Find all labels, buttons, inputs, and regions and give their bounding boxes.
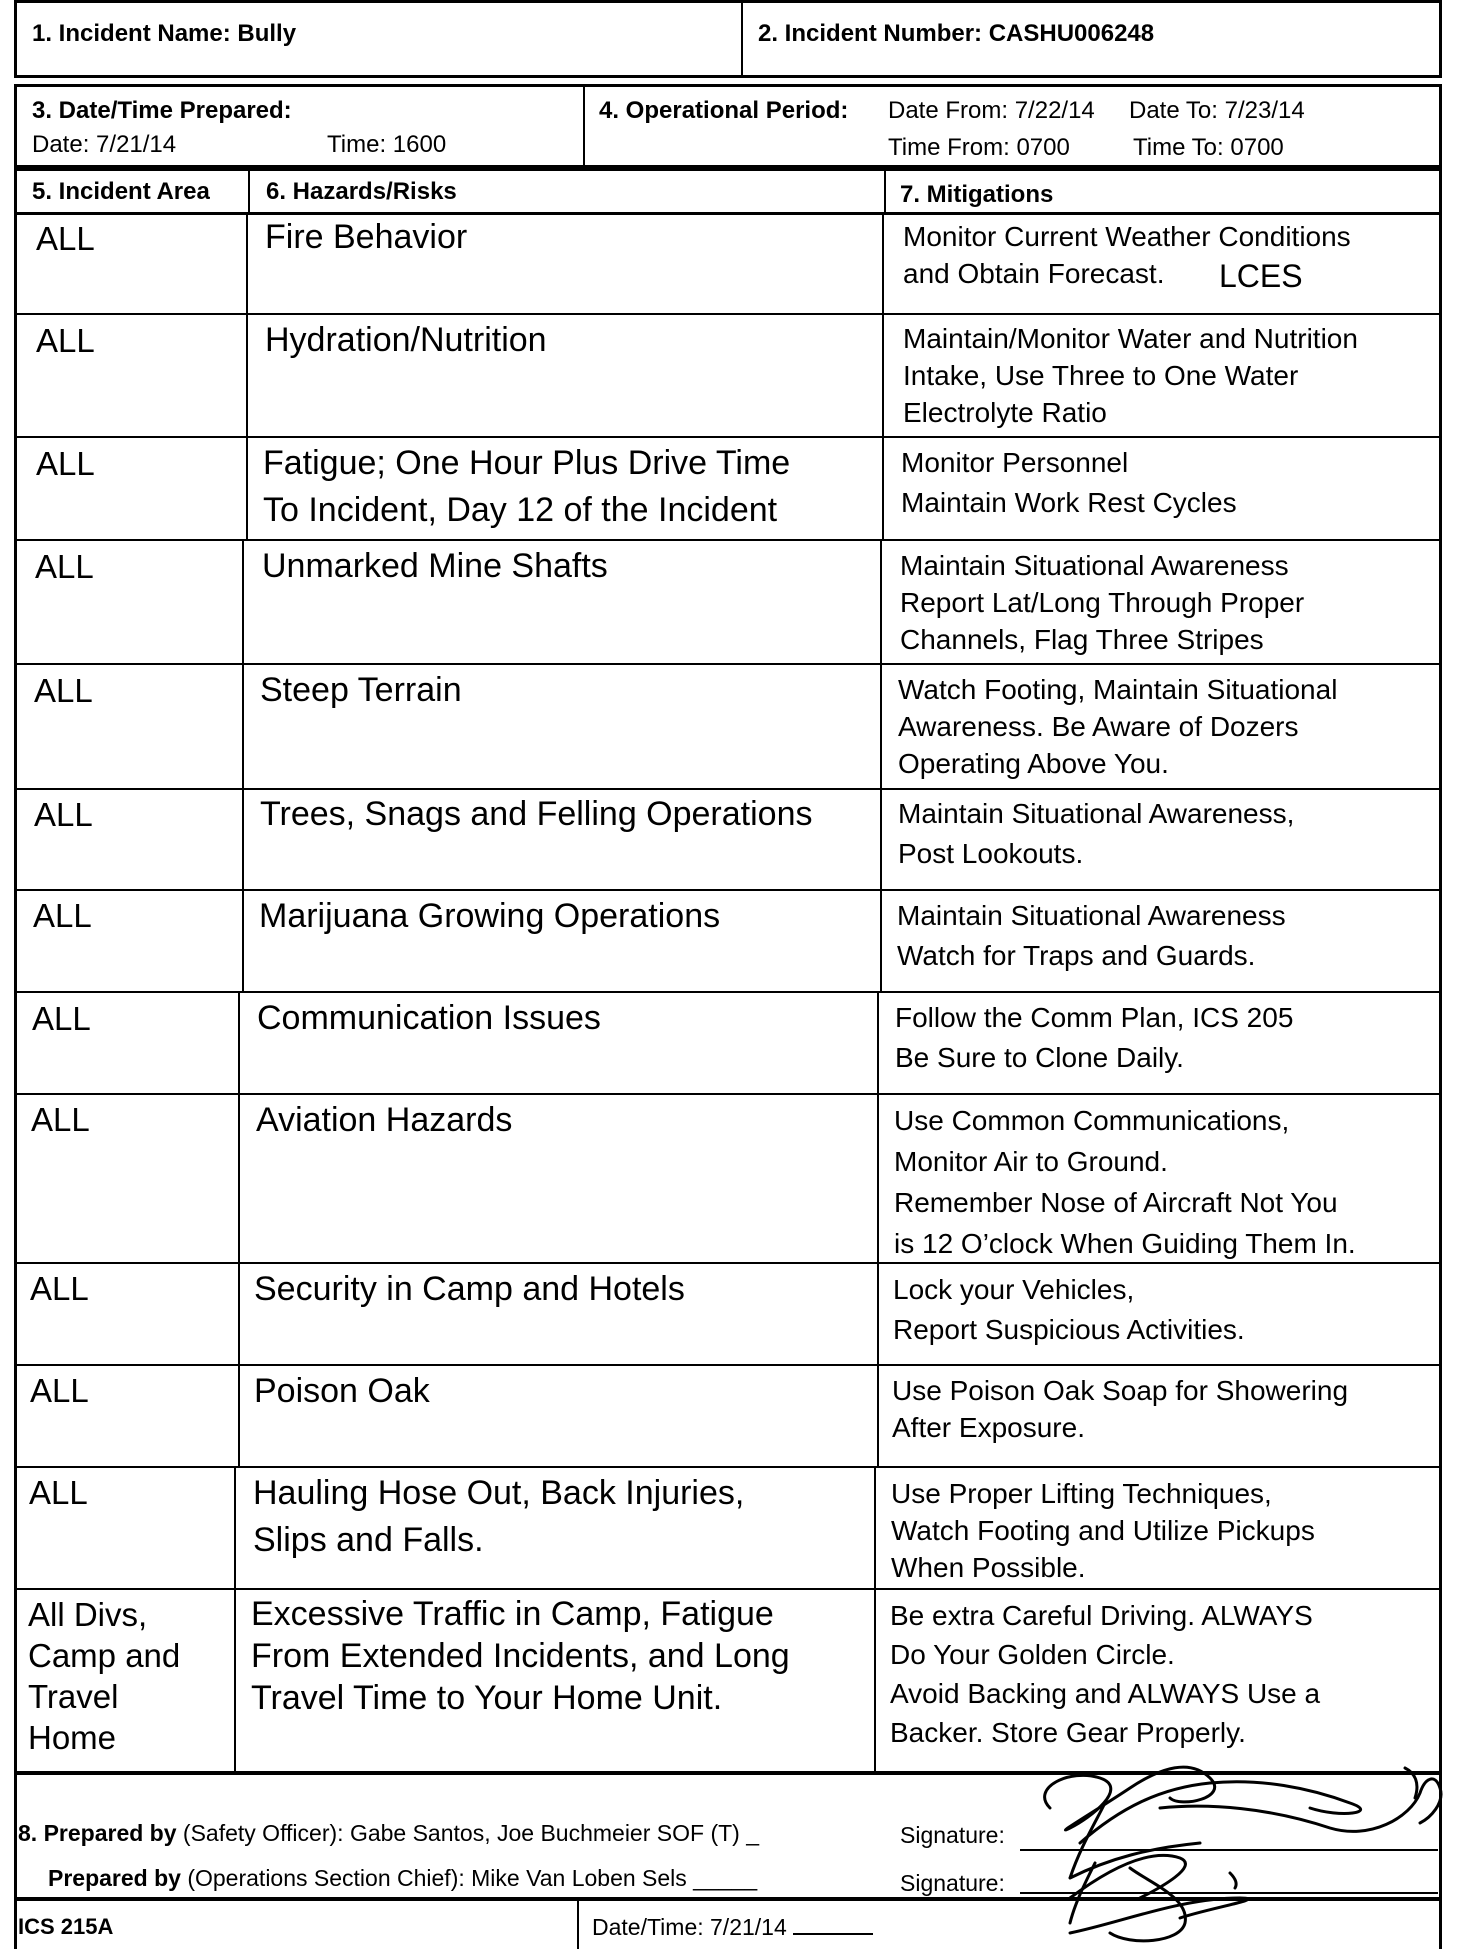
header-row-2-divider xyxy=(583,84,585,168)
row-rule xyxy=(14,1466,1442,1468)
mitigation-text: Monitor Current Weather Conditions and Obtain Forecast. xyxy=(903,221,1351,289)
time-label: Time: xyxy=(327,131,387,158)
row-hazard: Marijuana Growing Operations xyxy=(259,897,721,935)
row-area: ALL xyxy=(34,796,93,833)
row-hazard: Hydration/Nutrition xyxy=(265,321,547,359)
incident-number-value: CASHU006248 xyxy=(988,20,1155,47)
row-area: ALL xyxy=(35,548,94,585)
row-hazard: Trees, Snags and Felling Operations xyxy=(260,795,813,833)
row-mitigation: Use Proper Lifting Techniques, Watch Footing and Utilize Pickups When Possible. xyxy=(891,1478,1315,1583)
row-mitigation: Maintain Situational Awareness Watch for Traps and Guards. xyxy=(897,900,1286,971)
row-rule xyxy=(14,313,1442,315)
row-rule xyxy=(14,889,1442,891)
safety-officer-line xyxy=(18,1820,759,1847)
signature-stroke xyxy=(1230,1873,1236,1888)
date-time-prepared-label: 3. Date/Time Prepared: xyxy=(32,97,292,124)
row-rule xyxy=(14,1364,1442,1366)
row-rule xyxy=(14,539,1442,541)
time-from-label: Time From: xyxy=(888,134,1010,161)
col-divider-2 xyxy=(874,1466,876,1774)
row-hazard: Fire Behavior xyxy=(265,218,468,256)
row-mitigation: Use Poison Oak Soap for Showering After Exposure. xyxy=(892,1375,1349,1443)
row-mitigation: Maintain/Monitor Water and Nutrition Intake, Use Three to One Water Electrolyte Ratio xyxy=(903,323,1358,428)
row-rule xyxy=(14,1588,1442,1590)
time-value: 1600 xyxy=(392,131,447,158)
time-to-field xyxy=(1133,134,1284,162)
time-to-label: Time To: xyxy=(1133,134,1224,161)
safety-officer-role: (Safety Officer): xyxy=(182,1820,344,1846)
date-value: 7/21/14 xyxy=(96,131,177,158)
ics-215a-form xyxy=(14,0,1442,1949)
column-header-area: 5. Incident Area xyxy=(32,178,210,205)
lces-note: LCES xyxy=(1219,258,1303,294)
row-hazard: Excessive Traffic in Camp, Fatigue From Extended Incidents, and Long Travel Time to Your Home Unit. xyxy=(251,1595,790,1717)
row-mitigation: Watch Footing, Maintain Situational Awareness. Be Aware of Dozers Operating Above You. xyxy=(898,674,1338,779)
col-divider-2 xyxy=(882,213,884,539)
row-area: ALL xyxy=(31,1101,90,1138)
signature-stroke xyxy=(1070,1898,1248,1933)
ops-chief-name: Mike Van Loben Sels _____ xyxy=(471,1865,758,1891)
prepared-by-label: 8. Prepared by xyxy=(18,1820,177,1846)
row-hazard: Fatigue; One Hour Plus Drive Time To Incident, Day 12 of the Incident xyxy=(263,444,791,529)
incident-name-field xyxy=(32,20,296,48)
operational-period-label: 4. Operational Period: xyxy=(599,97,849,124)
incident-number-field xyxy=(758,20,1154,48)
col-divider-1 xyxy=(234,1466,236,1774)
form-id: ICS 215A xyxy=(18,1914,114,1939)
row-hazard: Communication Issues xyxy=(257,999,601,1037)
date-from-field xyxy=(888,97,1095,125)
date-to-label: Date To: xyxy=(1129,97,1218,124)
row-rule xyxy=(14,788,1442,790)
row-hazard: Poison Oak xyxy=(254,1372,430,1410)
row-rule xyxy=(14,991,1442,993)
col-divider-header-1 xyxy=(248,168,250,214)
row-area: All Divs, Camp and Travel Home xyxy=(28,1596,181,1756)
datetime-value: 7/21/14 xyxy=(710,1914,787,1940)
row-area: ALL xyxy=(36,322,95,359)
signature-stroke xyxy=(1160,1779,1441,1831)
signature-label-2: Signature: xyxy=(900,1870,1005,1896)
date-to-field xyxy=(1129,97,1305,125)
handwritten-signatures xyxy=(1010,1748,1450,1948)
row-hazard: Security in Camp and Hotels xyxy=(254,1270,685,1308)
signature-label-1: Signature: xyxy=(900,1822,1005,1848)
column-header-hazards: 6. Hazards/Risks xyxy=(266,178,457,205)
signature-stroke xyxy=(1080,1782,1361,1843)
time-prepared xyxy=(327,131,446,159)
ops-chief-line xyxy=(48,1865,757,1892)
row-mitigation xyxy=(903,218,1351,292)
row-mitigation: Maintain Situational Awareness, Post Lookouts. xyxy=(898,798,1295,869)
column-header-mitigations: 7. Mitigations xyxy=(900,181,1054,208)
col-divider-header-2 xyxy=(884,168,886,214)
signature-stroke xyxy=(1045,1767,1215,1830)
header-rule xyxy=(14,212,1442,215)
col-divider-1 xyxy=(246,213,248,539)
safety-officer-names: Gabe Santos, Joe Buchmeier SOF (T) _ xyxy=(349,1820,759,1846)
col-divider-1 xyxy=(242,539,244,991)
signature-stroke xyxy=(1405,1768,1417,1798)
incident-number-label: 2. Incident Number: xyxy=(758,20,983,47)
time-from-value: 0700 xyxy=(1016,134,1070,161)
row-mitigation: Use Common Communications, Monitor Air to Ground. Remember Nose of Aircraft Not You is 12 O’clock When Guiding Them In. xyxy=(894,1105,1356,1259)
date-from-label: Date From: xyxy=(888,97,1009,124)
row-hazard: Hauling Hose Out, Back Injuries, Slips and Falls. xyxy=(253,1474,745,1559)
row-hazard: Unmarked Mine Shafts xyxy=(262,547,608,585)
datetime-underline xyxy=(793,1933,873,1935)
row-mitigation: Be extra Careful Driving. ALWAYS Do Your Golden Circle. Avoid Backing and ALWAYS Use a Backer. Store Gear Properly. xyxy=(890,1600,1321,1748)
row-mitigation: Follow the Comm Plan, ICS 205 Be Sure to Clone Daily. xyxy=(895,1002,1294,1073)
incident-name-value: Bully xyxy=(237,20,297,47)
col-divider-2 xyxy=(877,991,879,1466)
date-label: Date: xyxy=(32,131,90,158)
row-area: ALL xyxy=(34,672,93,709)
time-from-field xyxy=(888,134,1070,162)
form-id-divider xyxy=(577,1898,579,1949)
ops-chief-role: (Operations Section Chief): xyxy=(187,1865,465,1891)
row-area: ALL xyxy=(29,1474,88,1511)
col-divider-2 xyxy=(880,539,882,991)
datetime-field xyxy=(592,1914,873,1941)
row-mitigation: Monitor Personnel Maintain Work Rest Cycles xyxy=(901,447,1237,518)
row-rule xyxy=(14,1093,1442,1095)
row-mitigation: Lock your Vehicles, Report Suspicious Activities. xyxy=(893,1274,1245,1345)
header-row-1-divider xyxy=(741,0,743,78)
col-divider-1 xyxy=(238,991,240,1466)
row-hazard: Aviation Hazards xyxy=(256,1101,513,1139)
datetime-label: Date/Time: xyxy=(592,1914,704,1940)
row-area: ALL xyxy=(30,1270,89,1307)
time-to-value: 0700 xyxy=(1230,134,1284,161)
row-hazard: Steep Terrain xyxy=(260,671,462,709)
date-prepared xyxy=(32,131,176,159)
row-area: ALL xyxy=(36,445,95,482)
row-rule xyxy=(14,436,1442,438)
row-mitigation: Maintain Situational Awareness Report Lat/Long Through Proper Channels, Flag Three Stripes xyxy=(900,550,1305,655)
row-area: ALL xyxy=(36,220,95,257)
row-area: ALL xyxy=(33,897,92,934)
incident-name-label: 1. Incident Name: xyxy=(32,20,231,47)
row-rule xyxy=(14,663,1442,665)
ops-prepared-label: Prepared by xyxy=(48,1865,181,1891)
date-from-value: 7/22/14 xyxy=(1014,97,1095,124)
row-area: ALL xyxy=(32,1000,91,1037)
date-to-value: 7/23/14 xyxy=(1224,97,1305,124)
row-area: ALL xyxy=(30,1372,89,1409)
